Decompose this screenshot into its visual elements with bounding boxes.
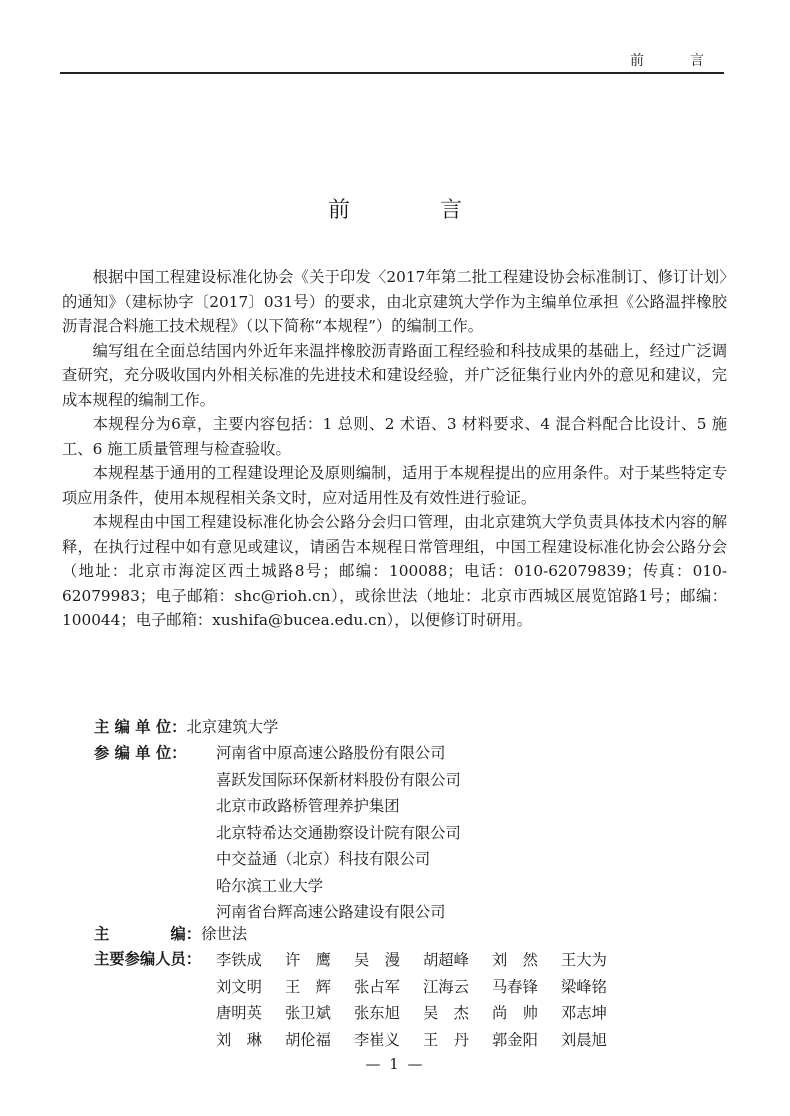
chief-editor-label: 主 编： bbox=[94, 925, 202, 943]
participant-name: 李崔义 bbox=[354, 1030, 400, 1049]
participating-unit-list bbox=[216, 740, 461, 926]
participant-name: 胡超峰 bbox=[423, 951, 469, 969]
participating-unit: 喜跃发国际环保新材料股份有限公司 bbox=[216, 770, 461, 789]
main-participants-label: 主要参编人员： bbox=[94, 950, 202, 968]
participant-name: 江海云 bbox=[423, 977, 469, 996]
participant-name: 刘 然 bbox=[492, 951, 538, 969]
paragraph-2: 编写组在全面总结国内外近年来温拌橡胶沥青路面工程经验和科技成果的基础上，经过广泛调查研究，充分吸收国内外相关标准的先进技术和建设经验，并广泛征集行业内外的意见和建议，完成本规程的编制工作。 bbox=[62, 341, 727, 409]
paragraph-5: 本规程由中国工程建设标准化协会公路分会归口管理，由北京建筑大学负责具体技术内容的解释，在执行过程中如有意见或建议，请函告本规程日常管理组，中国工程建设标准化协会公路分会（地址：北京市海淀区西土城路8号；邮编：100088；电话：010-62079839；传真：010-62079983；电子邮箱：shc@rioh.cn），或徐世法（地址：北京市西城区展览馆路1号；邮编：100044；电子邮箱：xushifa@bucea.edu.cn），以便修订时研用。 bbox=[62, 513, 727, 629]
participant-name: 王 丹 bbox=[423, 1030, 469, 1049]
main-participants-label-row bbox=[94, 947, 201, 972]
chief-unit-row bbox=[94, 715, 278, 740]
participant-name: 唐明英 bbox=[216, 1004, 262, 1023]
participant-name: 许 鹰 bbox=[285, 951, 331, 969]
participant-name: 邓志坤 bbox=[561, 1004, 607, 1023]
paragraph-3: 本规程分为6章，主要内容包括：1 总则、2 术语、3 材料要求、4 混合料配合比设计、5 施工、6 施工质量管理与检查验收。 bbox=[62, 415, 727, 458]
participant-name: 胡伦福 bbox=[285, 1030, 331, 1049]
participant-name: 刘 琳 bbox=[216, 1030, 262, 1049]
participant-name: 王大为 bbox=[561, 951, 607, 969]
participant-name: 郭金阳 bbox=[492, 1030, 538, 1049]
chief-unit-value: 北京建筑大学 bbox=[186, 718, 279, 736]
participant-name: 梁峰铭 bbox=[561, 977, 607, 996]
participating-unit: 河南省中原高速公路股份有限公司 bbox=[216, 744, 446, 762]
paragraph-4: 本规程基于通用的工程建设理论及原则编制，适用于本规程提出的应用条件。对于某些特定专项应用条件，使用本规程相关条文时，应对适用性及有效性进行验证。 bbox=[62, 464, 727, 507]
participating-unit: 北京特希达交通勘察设计院有限公司 bbox=[216, 823, 461, 842]
participant-name: 马春锋 bbox=[492, 977, 538, 996]
participant-name: 张占军 bbox=[354, 977, 400, 996]
chief-editor-value: 徐世法 bbox=[201, 925, 247, 943]
chief-unit-label: 主 编 单 位： bbox=[94, 718, 187, 736]
participant-name: 张东旭 bbox=[354, 1004, 400, 1023]
main-participants-grid bbox=[216, 948, 630, 1052]
running-head-title: 前 言 bbox=[630, 53, 720, 69]
participating-unit: 北京市政路桥管理养护集团 bbox=[216, 797, 400, 815]
participating-unit: 河南省台辉高速公路建设有限公司 bbox=[216, 903, 446, 921]
preface-body bbox=[62, 265, 727, 633]
participating-unit-label: 参 编 单 位： bbox=[94, 744, 187, 762]
running-header bbox=[60, 48, 724, 74]
participating-unit: 中交益通（北京）科技有限公司 bbox=[216, 850, 431, 868]
participant-name: 刘晨旭 bbox=[561, 1030, 607, 1049]
participant-name: 王 辉 bbox=[285, 977, 331, 996]
participating-unit: 哈尔滨工业大学 bbox=[216, 876, 324, 895]
participating-unit-label-row bbox=[94, 741, 186, 766]
participant-name: 吴 漫 bbox=[354, 951, 400, 969]
paragraph-1: 根据中国工程建设标准化协会《关于印发〈2017年第二批工程建设协会标准制订、修订计划〉的通知》（建标协字〔2017〕031号）的要求，由北京建筑大学作为主编单位承担《公路温拌橡胶沥青混合料施工技术规程》（以下简称“本规程”）的编制工作。 bbox=[62, 268, 727, 335]
participant-name: 张卫斌 bbox=[285, 1004, 331, 1023]
chief-editor-row bbox=[94, 922, 247, 947]
page-title: 前 言 bbox=[327, 198, 496, 223]
participant-name: 刘文明 bbox=[216, 977, 262, 996]
participant-name: 尚 帅 bbox=[492, 1004, 538, 1023]
page-number: — 1 — bbox=[365, 1055, 425, 1073]
participant-name: 李铁成 bbox=[216, 951, 262, 969]
participant-name: 吴 杰 bbox=[423, 1004, 469, 1023]
